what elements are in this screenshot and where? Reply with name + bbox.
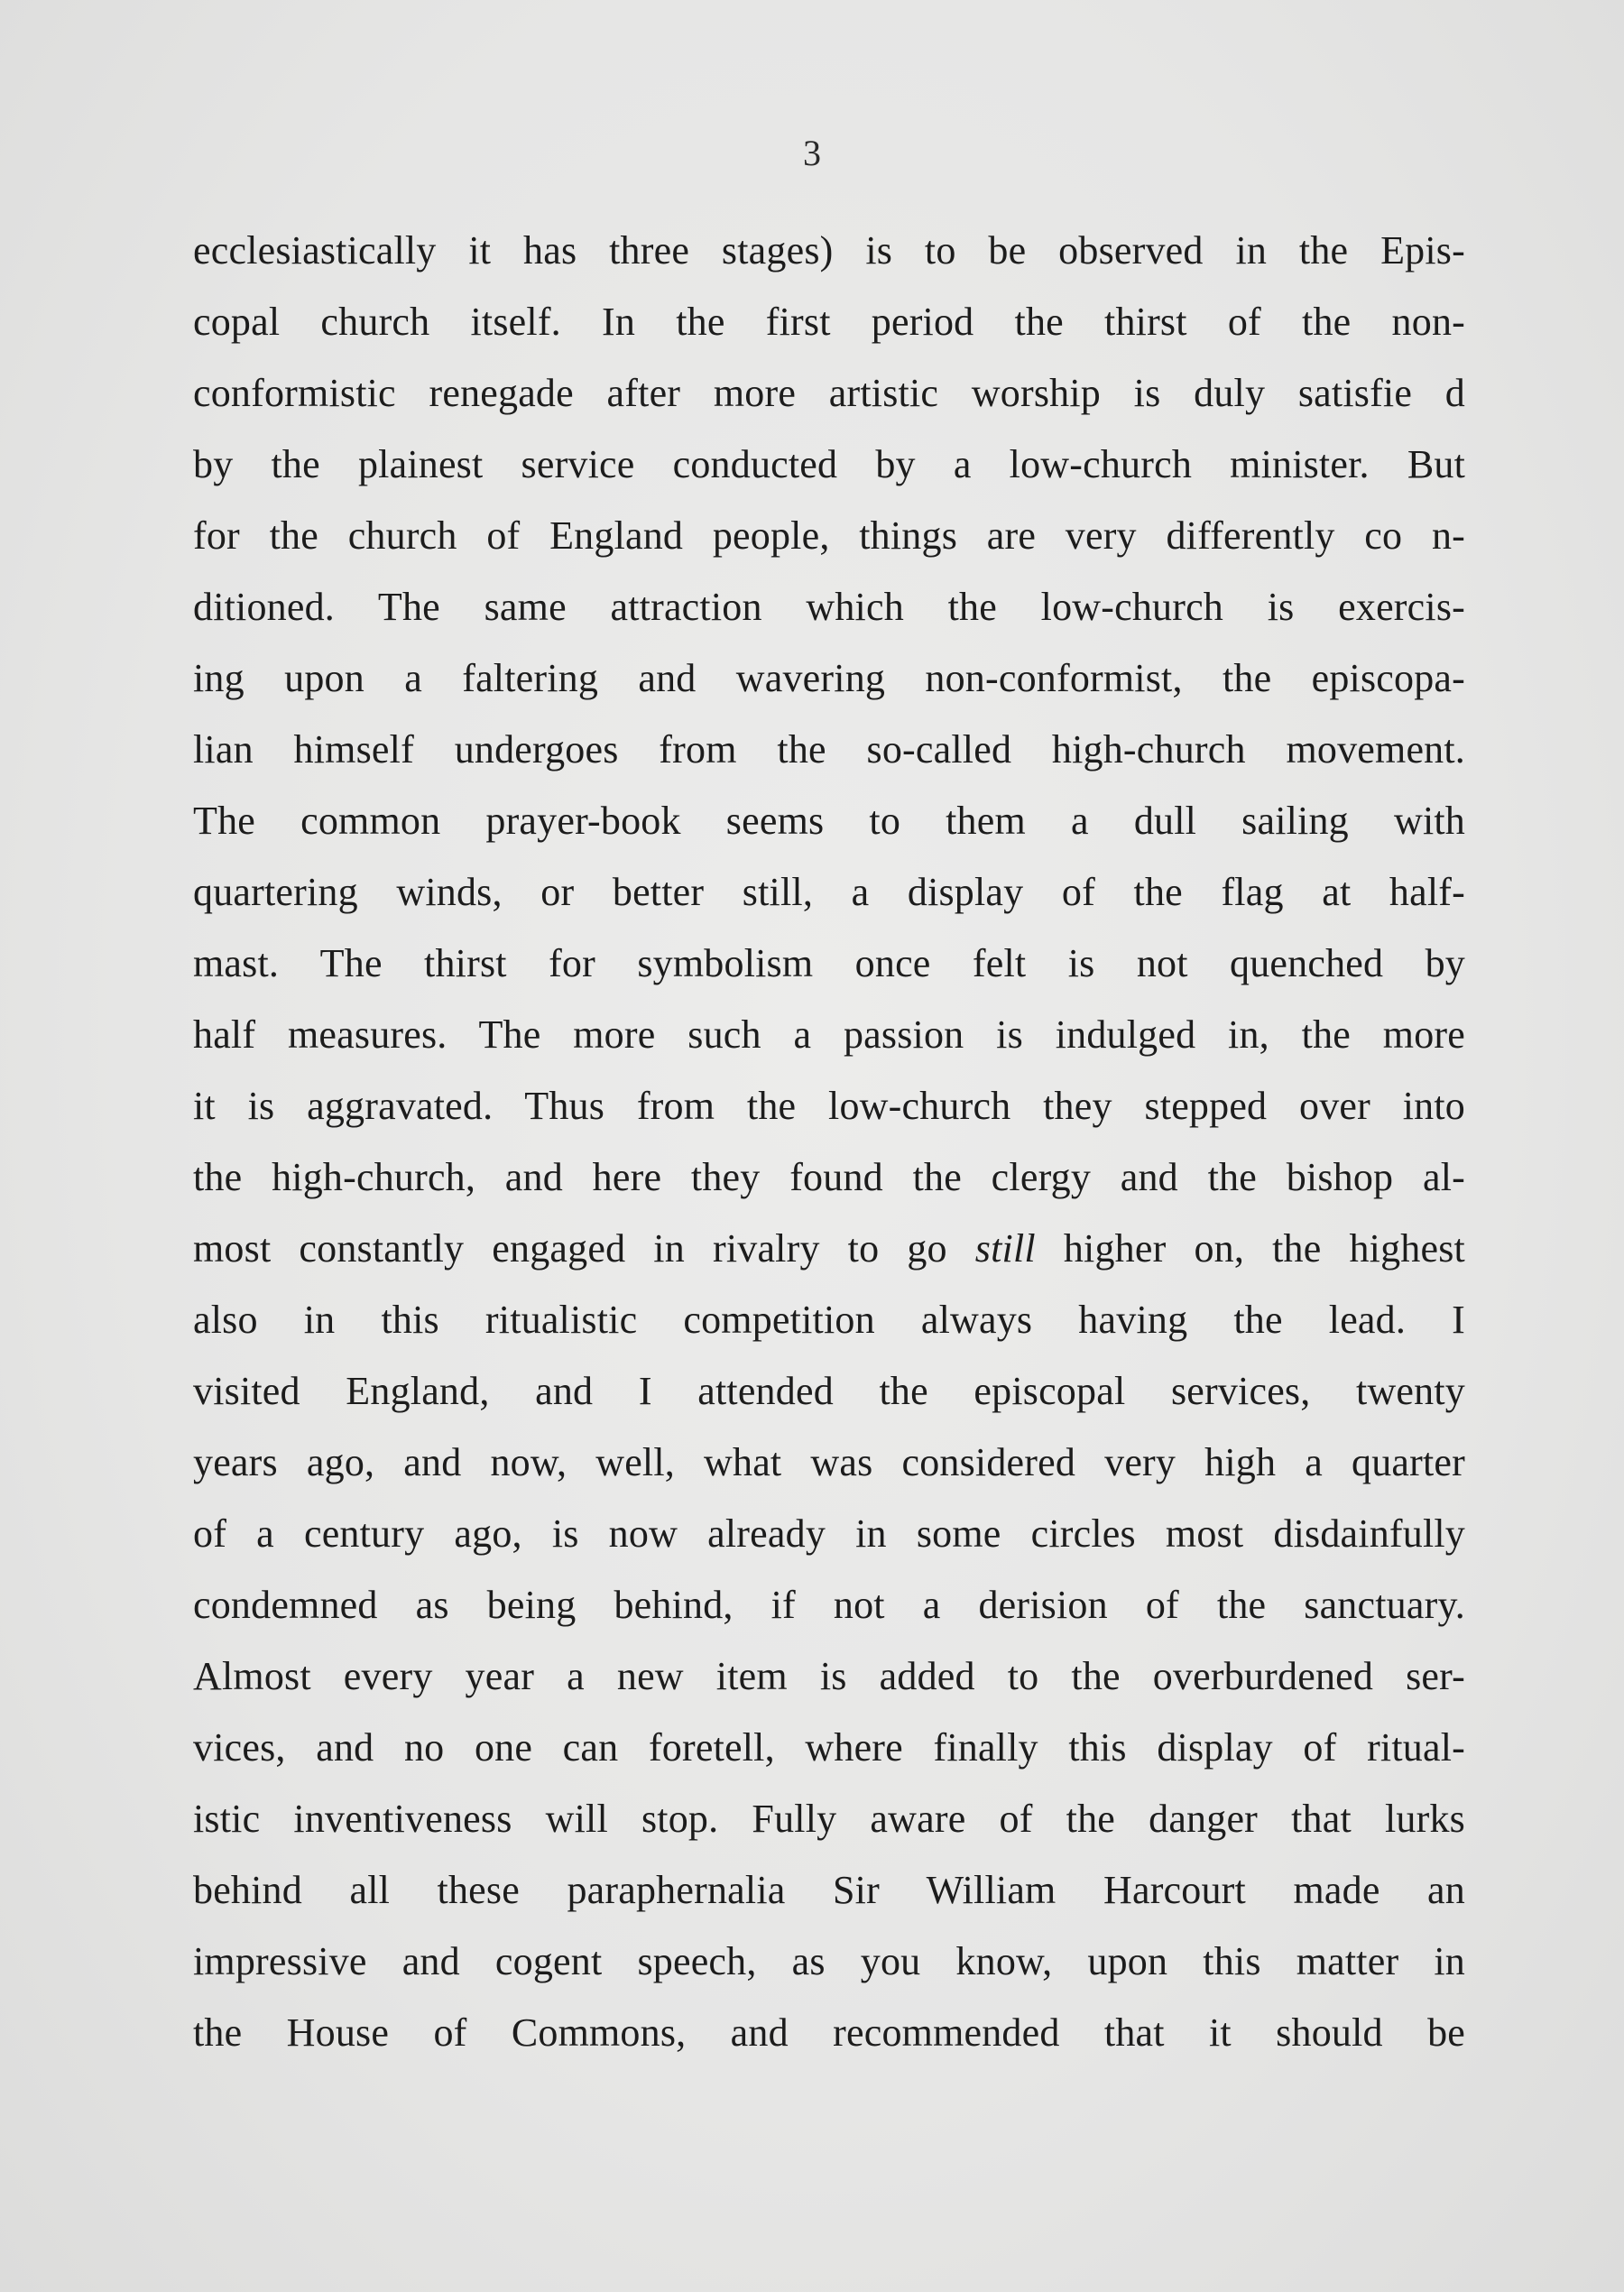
text-line: also in this ritualistic competition always having the lead. I xyxy=(193,1298,1465,1342)
text-line: it is aggravated. Thus from the low-church they stepped over into xyxy=(193,1084,1465,1128)
text-line: Almost every year a new item is added to the overburdened ser- xyxy=(193,1654,1465,1698)
text-line: mast. The thirst for symbolism once felt is not quenched by xyxy=(193,941,1465,985)
text-line: ing upon a faltering and wavering non-conformist, the episcopa- xyxy=(193,656,1465,700)
text-line: of a century ago, is now already in some circles most disdainfully xyxy=(193,1511,1465,1556)
text-segment: most constantly engaged in rivalry to go xyxy=(193,1226,975,1271)
text-line: The common prayer-book seems to them a dull sailing with xyxy=(193,799,1465,843)
text-line: by the plainest service conducted by a low-church minister. But xyxy=(193,442,1465,486)
emphasized-word: still xyxy=(974,1226,1036,1271)
text-line: half measures. The more such a passion is indulged in, the more xyxy=(193,1012,1465,1057)
text-line-with-emphasis xyxy=(193,1213,1465,1284)
text-line: quartering winds, or better still, a display of the flag at half- xyxy=(193,870,1465,914)
text-line: ditioned. The same attraction which the low-church is exercis- xyxy=(193,585,1465,629)
text-line: ecclesiastically it has three stages) is to be observed in the Epis- xyxy=(193,228,1465,273)
page-number: 3 xyxy=(803,133,821,173)
text-line: istic inventiveness will stop. Fully aware of the danger that lurks xyxy=(193,1797,1465,1841)
text-line: for the church of England people, things are very differently co n- xyxy=(193,513,1465,558)
text-segment: higher on, the highest xyxy=(1035,1226,1465,1271)
text-line: visited England, and I attended the episcopal services, twenty xyxy=(193,1369,1465,1413)
text-line: conformistic renegade after more artistic worship is duly satisfie d xyxy=(193,371,1465,415)
text-line: years ago, and now, well, what was considered very high a quarter xyxy=(193,1440,1465,1484)
text-line: lian himself undergoes from the so-called high-church movement. xyxy=(193,727,1465,772)
text-line: condemned as being behind, if not a derision of the sanctuary. xyxy=(193,1583,1465,1627)
text-line: behind all these paraphernalia Sir William Harcourt made an xyxy=(193,1868,1465,1912)
text-line: impressive and cogent speech, as you know, upon this matter in xyxy=(193,1939,1465,1983)
text-line: the House of Commons, and recommended that it should be xyxy=(193,2010,1465,2055)
text-line: copal church itself. In the first period the thirst of the non- xyxy=(193,300,1465,344)
text-line: vices, and no one can foretell, where finally this display of ritual- xyxy=(193,1725,1465,1770)
text-line: the high-church, and here they found the clergy and the bishop al- xyxy=(193,1155,1465,1199)
body-text xyxy=(193,215,1465,2068)
